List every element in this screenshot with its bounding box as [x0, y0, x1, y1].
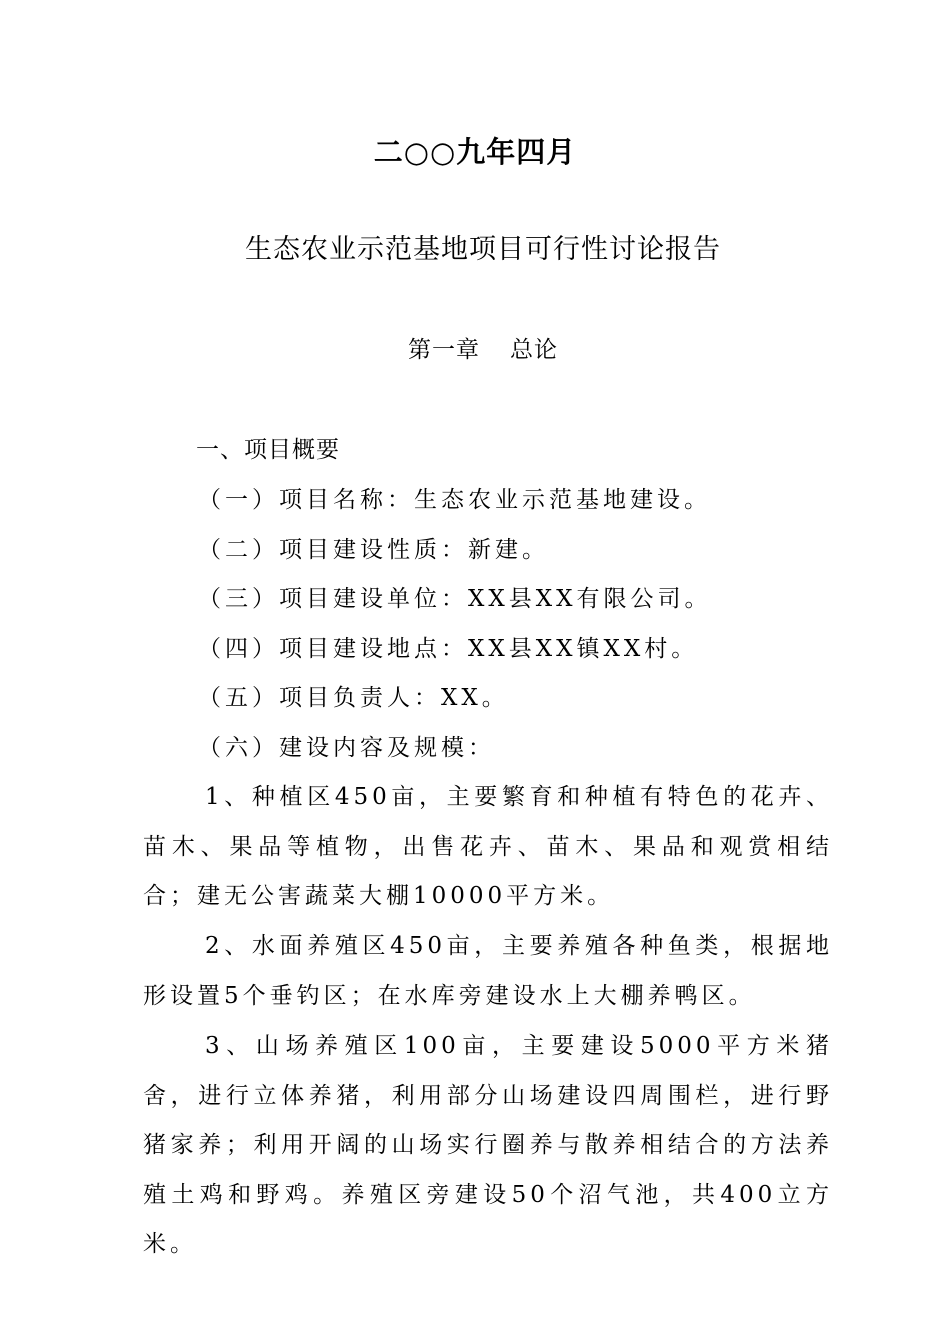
chapter-heading: [0, 328, 950, 372]
chapter-name: 总论: [510, 337, 558, 363]
item-project-nature: （二）项目建设性质：新建。: [198, 537, 549, 563]
item-project-unit: （三）项目建设单位：XX县XX有限公司。: [198, 586, 712, 612]
item-construction-scope: （六）建设内容及规模：: [198, 735, 495, 761]
document-date: 二○○九年四月: [373, 135, 577, 169]
item-project-name: （一）项目名称：生态农业示范基地建设。: [198, 487, 711, 513]
chapter-number: 第一章: [408, 337, 480, 363]
paragraph-planting-area: 1、种植区450亩，主要繁育和种植有特色的花卉、苗木、果品等植物，出售花卉、苗木、果品和观赏相结合；建无公害蔬菜大棚10000平方米。: [143, 784, 833, 909]
section-heading: 一、项目概要: [196, 437, 340, 463]
paragraph-water-area: 2、水面养殖区450亩，主要养殖各种鱼类，根据地形设置5个垂钓区；在水库旁建设水上大棚养鸭区。: [143, 933, 833, 1009]
item-project-leader: （五）项目负责人：XX。: [198, 685, 509, 711]
paragraph-mountain-area: 3、山场养殖区100亩，主要建设5000平方米猪舍，进行立体养猪，利用部分山场建设四周围栏，进行野猪家养；利用开阔的山场实行圈养与散养相结合的方法养殖土鸡和野鸡。养殖区旁建设50个沼气池，共400立方米。: [143, 1033, 833, 1257]
report-title: 生态农业示范基地项目可行性讨论报告: [245, 234, 721, 265]
item-project-location: （四）项目建设地点：XX县XX镇XX村。: [198, 636, 699, 662]
